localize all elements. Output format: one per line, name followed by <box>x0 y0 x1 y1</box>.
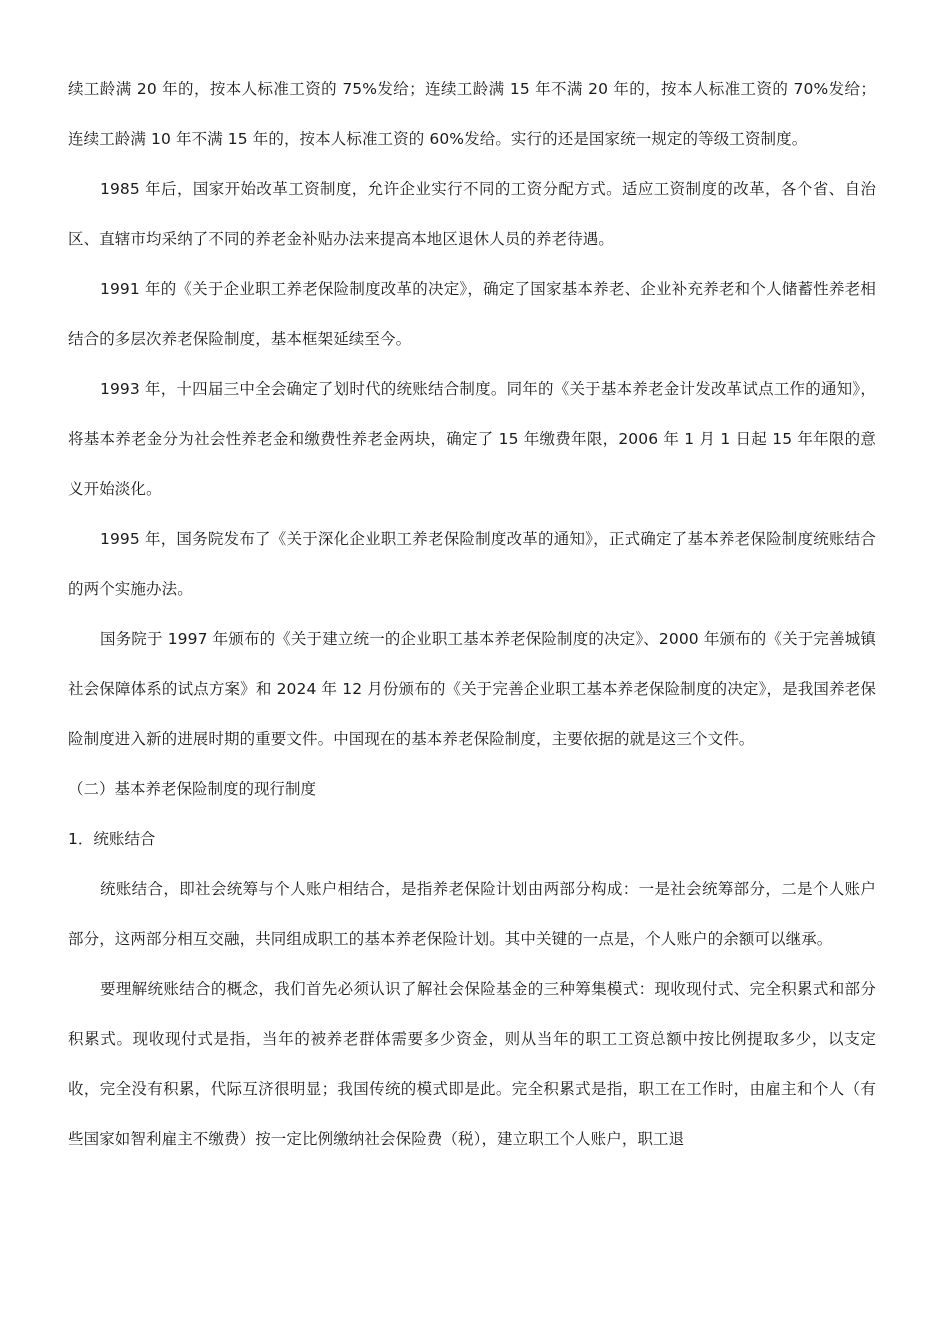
paragraph-1991-decision: 1991 年的《关于企业职工养老保险制度改革的决定》，确定了国家基本养老、企业补充养老和个人储蓄性养老相结合的多层次养老保险制度，基本框架延续至今。 <box>68 280 876 348</box>
paragraph-1995-notice: 1995 年，国务院发布了《关于深化企业职工养老保险制度改革的通知》，正式确定了基本养老保险制度统账结合的两个实施办法。 <box>68 530 876 598</box>
section-heading-current-system: （二）基本养老保险制度的现行制度 <box>68 780 317 798</box>
paragraph-1985-wage-reform: 1985 年后，国家开始改革工资制度，允许企业实行不同的工资分配方式。适应工资制度的改革，各个省、自治区、直辖市均采纳了不同的养老金补贴办法来提高本地区退休人员的养老待遇。 <box>68 180 876 248</box>
paragraph-1993-plenum: 1993 年，十四届三中全会确定了划时代的统账结合制度。同年的《关于基本养老金计发改革试点工作的通知》，将基本养老金分为社会性养老金和缴费性养老金两块，确定了 15 年缴费年限，2006 年 1 月 1 日起 15 年年限的意义开始淡化。 <box>68 380 876 498</box>
paragraph-retirement-pay-rates: 续工龄满 20 年的，按本人标准工资的 75%发给；连续工龄满 15 年不满 20 年的，按本人标准工资的 70%发给；连续工龄满 10 年不满 15 年的，按本人标准工资的 60%发给。实行的还是国家统一规定的等级工资制度。 <box>68 80 876 148</box>
document-page <box>68 64 876 1164</box>
paragraph-funding-models: 要理解统账结合的概念，我们首先必须认识了解社会保险基金的三种筹集模式：现收现付式、完全积累式和部分积累式。现收现付式是指，当年的被养老群体需要多少资金，则从当年的职工工资总额中按比例提取多少，以支定收，完全没有积累，代际互济很明显；我国传统的模式即是此。完全积累式是指，职工在工作时，由雇主和个人（有些国家如智利雇主不缴费）按一定比例缴纳社会保险费（税），建立职工个人账户，职工退 <box>68 980 876 1148</box>
subsection-heading-combined-accounts: 1．统账结合 <box>68 830 156 848</box>
paragraph-combined-accounts-definition: 统账结合，即社会统筹与个人账户相结合，是指养老保险计划由两部分构成：一是社会统筹部分，二是个人账户部分，这两部分相互交融，共同组成职工的基本养老保险计划。其中关键的一点是，个人账户的余额可以继承。 <box>68 880 876 948</box>
paragraph-key-documents: 国务院于 1997 年颁布的《关于建立统一的企业职工基本养老保险制度的决定》、2000 年颁布的《关于完善城镇社会保障体系的试点方案》和 2024 年 12 月份颁布的《关于完善企业职工基本养老保险制度的决定》，是我国养老保险制度进入新的进展时期的重要文件。中国现在的基本养老保险制度，主要依据的就是这三个文件。 <box>68 630 876 748</box>
